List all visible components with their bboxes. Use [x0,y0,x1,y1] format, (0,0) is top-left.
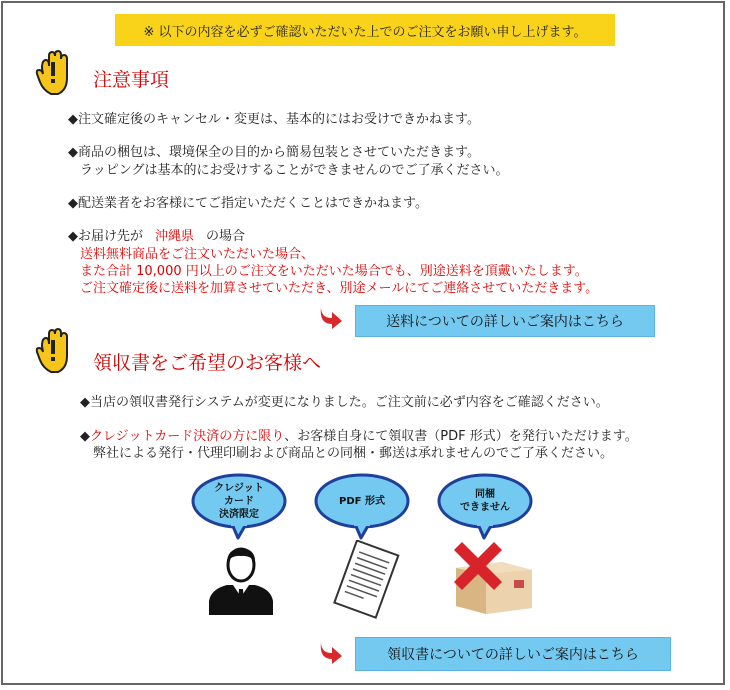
bubble-text-line: クレジット [214,482,264,494]
okinawa-prefix: ◆お届け先が [68,229,143,244]
note-cancel: ◆注文確定後のキャンセル・変更は、基本的にはお受けできかねます。 [68,112,480,127]
note-okinawa [68,225,245,244]
note-wrapping: ラッピングは基本的にお受けすることができませんのでご了承ください。 [80,163,509,178]
bubble-pdf-format [313,472,411,530]
receipt-credit-highlight: クレジットカード決済の方に限り [90,429,285,444]
section-title-notes: 注意事項 [93,69,170,91]
bubble-text-line: カード [224,495,254,507]
bubble-credit-card-only [190,472,288,530]
crossed-box-icon [448,540,538,616]
shipping-info-link-label: 送料についての詳しいご案内はこちら [386,314,624,330]
curved-arrow-icon [318,640,344,664]
curved-arrow-icon [318,305,344,329]
receipt-info-link[interactable] [355,637,671,671]
bubble-text-line: 同梱 [475,489,495,500]
okinawa-place: 沖縄県 [155,229,195,244]
businessman-icon [207,545,275,615]
notice-banner [115,14,615,46]
note-carrier: ◆配送業者をお客様にてご指定いただくことはできかねます。 [68,196,428,211]
note-packaging: ◆商品の梱包は、環境保全の目的から簡易包装とさせていただきます。 [68,145,480,160]
receipt-info-link-label: 領収書についての詳しいご案内はこちら [387,647,639,663]
receipt-credit-rest: 、お客様自身にて領収書（PDF 形式）を発行いただけます。 [284,429,638,444]
receipt-system-note: ◆当店の領収書発行システムが変更になりました。ご注文前に必ず内容をご確認ください。 [80,395,609,410]
okinawa-line-1: 送料無料商品をご注文いただいた場合、 [80,247,315,262]
document-icon [330,540,402,620]
receipt-credit-bullet: ◆ [80,429,90,444]
caution-hand-icon [33,50,73,98]
bubble-no-bundling [436,472,534,530]
receipt-credit-note-line2: 弊社による発行・代理印刷および商品との同梱・郵送は承れませんのでご了承ください。 [93,446,614,461]
bubble-text-line: PDF 形式 [339,495,385,507]
section-title-receipt: 領収書をご希望のお客様へ [93,352,322,374]
caution-hand-icon [33,328,73,376]
okinawa-line-2: また合計 10,000 円以上のご注文をいただいた場合でも、別途送料を頂戴いたします。 [80,264,588,279]
notice-banner-text: ※ 以下の内容を必ずご確認いただいた上でのご注文をお願い申し上げます。 [143,24,587,40]
shipping-info-link[interactable] [355,305,655,337]
bubble-text-line: できません [460,502,510,513]
bubble-text-line: 決済限定 [219,508,259,520]
okinawa-line-3: ご注文確定後に送料を加算させていただき、別途メールにてご連絡させていただきます。 [80,281,599,296]
okinawa-suffix: の場合 [206,229,246,244]
